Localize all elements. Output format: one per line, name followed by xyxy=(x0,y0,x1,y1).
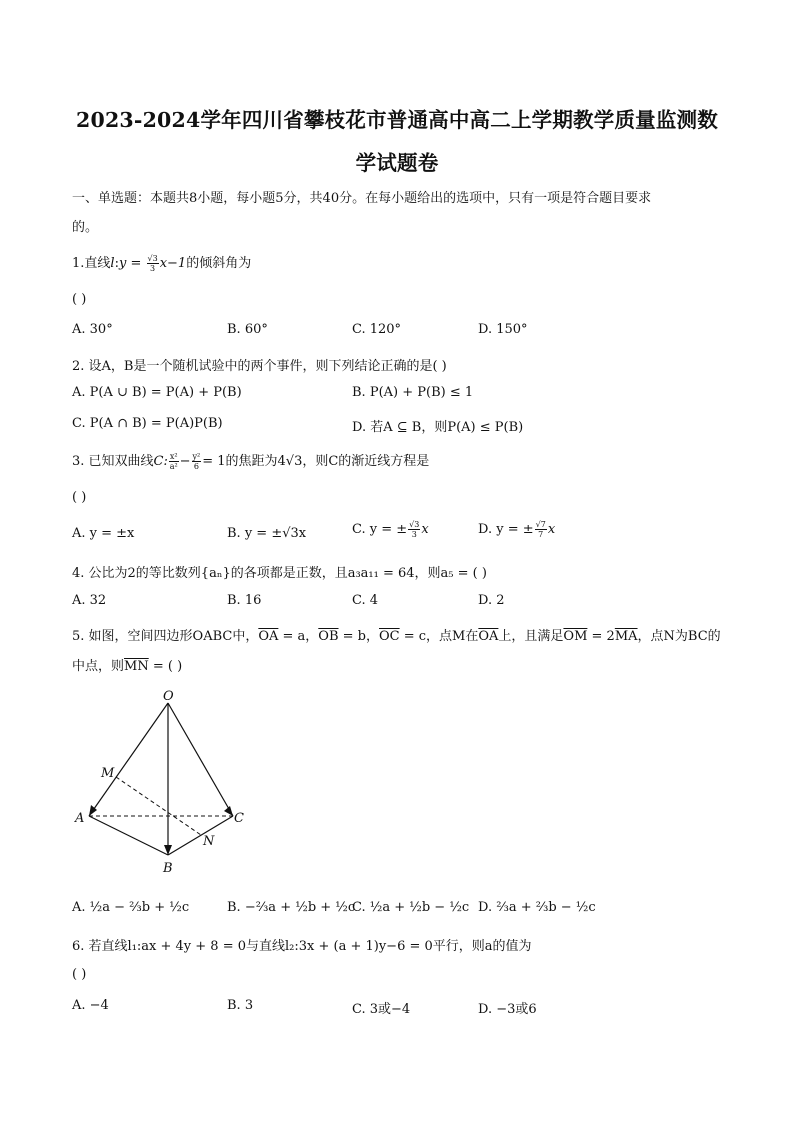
section-heading: 一、单选题：本题共8小题，每小题5分，共40分。在每小题给出的选项中，只有一项是符合题目要求 xyxy=(72,191,652,206)
label-n: N xyxy=(203,834,215,849)
q2-option-c[interactable]: C. P(A ∩ B) = P(A)P(B) xyxy=(72,416,223,431)
label-c: C xyxy=(234,811,244,826)
segment-mn-dashed xyxy=(116,777,201,835)
q1-option-c[interactable]: C. 120° xyxy=(352,322,402,337)
question-1: 1.直线l:y = $\frac{√3}{3}$ x−1的倾斜角为 xyxy=(72,254,252,273)
label-m: M xyxy=(101,766,115,781)
q6-option-a[interactable]: A. −4 xyxy=(72,998,109,1013)
q3-option-b[interactable]: B. y = ±√3x xyxy=(227,526,307,541)
q6-option-c[interactable]: C. 3或−4 xyxy=(352,1002,411,1017)
q2-option-a[interactable]: A. P(A ∪ B) = P(A) + P(B) xyxy=(72,385,242,400)
q1-option-a[interactable]: A. 30° xyxy=(72,322,113,337)
question-5-cont: 中点，则$\overline{MN}$ = ( ) xyxy=(72,659,183,674)
question-4: 4. 公比为2的等比数列{aₙ}的各项都是正数，且a₃a₁₁ = 64，则a₅ = ( ) xyxy=(72,566,487,581)
q3-option-c[interactable]: C. y = ± $\frac{√3}{3}$ x xyxy=(352,520,429,539)
q4-option-b[interactable]: B. 16 xyxy=(227,593,262,608)
q4-option-d[interactable]: D. 2 xyxy=(478,593,505,608)
q1-option-d[interactable]: D. 150° xyxy=(478,322,528,337)
question-1-blank: ( ) xyxy=(72,292,87,307)
tetrahedron-figure xyxy=(72,685,262,880)
question-3: 3. 已知双曲线C: $\frac{\text{x²}}{\text{a²}}$ − $\frac{\text{y²}}{6}$ = 1的焦距为4√3，则C的渐近线方程是 xyxy=(72,452,430,471)
q3-option-a[interactable]: A. y = ±x xyxy=(72,526,135,541)
question-6-blank: ( ) xyxy=(72,967,87,982)
edge-bc xyxy=(168,816,233,855)
question-3-blank: ( ) xyxy=(72,490,87,505)
section-heading-cont: 的。 xyxy=(72,220,99,235)
title-line-2: 学试题卷 xyxy=(355,151,439,175)
q5-option-d[interactable]: D. ⅔a + ⅔b − ½c xyxy=(478,900,596,915)
edge-oc xyxy=(168,703,233,816)
label-a: A xyxy=(75,811,85,826)
q5-option-a[interactable]: A. ½a − ⅔b + ½c xyxy=(72,900,190,915)
q1-option-b[interactable]: B. 60° xyxy=(227,322,268,337)
q2-option-d[interactable]: D. 若A ⊆ B，则P(A) ≤ P(B) xyxy=(352,420,524,435)
q2-option-b[interactable]: B. P(A) + P(B) ≤ 1 xyxy=(352,385,474,400)
q5-option-c[interactable]: C. ½a + ½b − ½c xyxy=(352,900,470,915)
q5-option-b[interactable]: B. −⅔a + ½b + ½c xyxy=(227,900,356,915)
question-5: 5. 如图，空间四边形OABC中，$\overline{OA} = a$，$\overline{OB} = b$，$\overline{OC} = c$，点M在$\overline{OA}$上，且满足$\overline{OM} = 2\overline{MA}$，点N为BC的 xyxy=(72,629,721,644)
question-2: 2. 设A，B是一个随机试验中的两个事件，则下列结论正确的是( ) xyxy=(72,359,447,374)
question-6: 6. 若直线l₁:ax + 4y + 8 = 0与直线l₂:3x + (a + 1)y−6 = 0平行，则a的值为 xyxy=(72,939,532,954)
q4-option-c[interactable]: C. 4 xyxy=(352,593,379,608)
q6-option-d[interactable]: D. −3或6 xyxy=(478,1002,537,1017)
label-b: B xyxy=(163,861,173,876)
label-o: O xyxy=(163,689,174,704)
q6-option-b[interactable]: B. 3 xyxy=(227,998,254,1013)
q3-option-d[interactable]: D. y = ± $\frac{√7}{7}$ x xyxy=(478,520,556,539)
edge-ab xyxy=(89,816,168,855)
edge-oa xyxy=(89,703,168,816)
arrow-c xyxy=(224,806,233,816)
q4-option-a[interactable]: A. 32 xyxy=(72,593,107,608)
title-line-1: 2023-2024学年四川省攀枝花市普通高中高二上学期教学质量监测数 xyxy=(76,108,718,132)
